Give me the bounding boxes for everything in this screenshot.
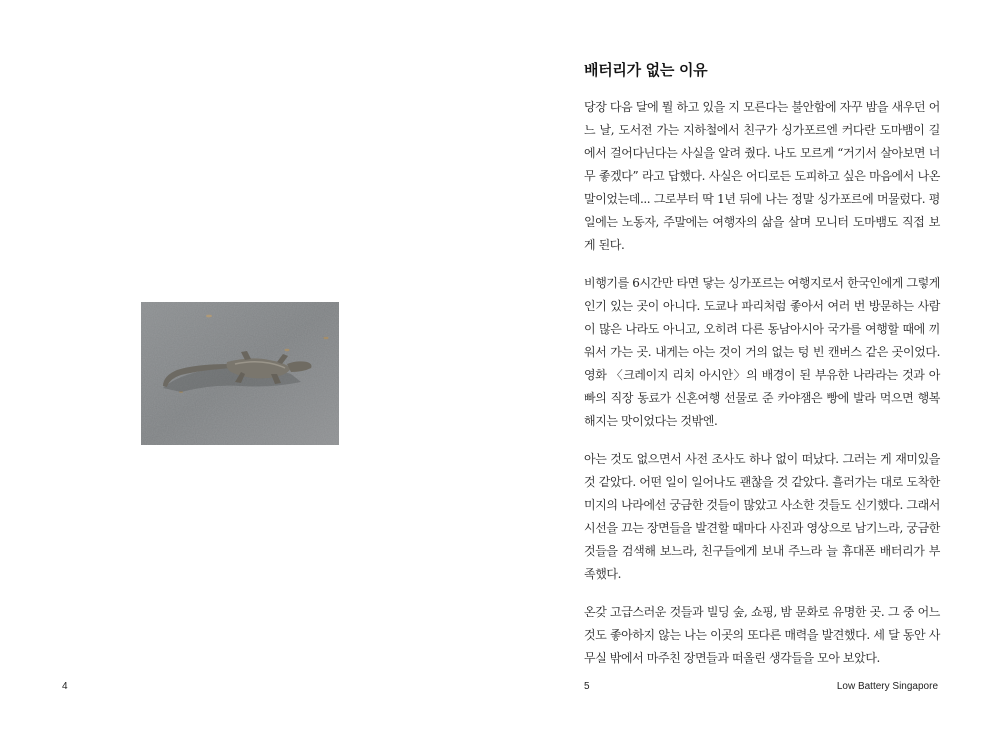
- running-title: Low Battery Singapore: [836, 681, 938, 692]
- page-number-left: 4: [62, 681, 68, 692]
- monitor-lizard-photo: [141, 302, 339, 445]
- paragraph: 비행기를 6시간만 타면 닿는 싱가포르는 여행지로서 한국인에게 그렇게 인기 있는 곳이 아니다. 도쿄나 파리처럼 좋아서 여러 번 방문하는 사람이 많은 나라도 아니고, 오히려 다른 동남아시아 국가를 여행할 때에 끼워서 가는 곳. 내게는 아는 것이 거의 없는 텅 빈 캔버스 같은 곳이었다. 영화 〈크레이지 리치 아시안〉의 배경이 된 부유한 나라라는 것과 아빠의 직장 동료가 신혼여행 선물로 준 카야잼은 빵에 발라 먹으면 행복해지는 맛이었다는 것밖엔.: [584, 276, 940, 428]
- paragraph: 당장 다음 달에 뭘 하고 있을 지 모른다는 불안함에 자꾸 밤을 새우던 어느 날, 도서전 가는 지하철에서 친구가 싱가포르엔 커다란 도마뱀이 길에서 걸어다닌다는 사실을 알려 줬다. 나도 모르게 “거기서 살아보면 너무 좋겠다” 라고 답했다. 사실은 어디로든 도피하고 싶은 마음에서 나온 말이었는데... 그로부터 딱 1년 뒤에 나는 정말 싱가포르에 머물렀다. 평일에는 노동자, 주말에는 여행자의 삶을 살며 모니터 도마뱀도 직접 보게 된다.: [584, 100, 940, 252]
- paragraph: 아는 것도 없으면서 사전 조사도 하나 없이 떠났다. 그러는 게 재미있을 것 같았다. 어떤 일이 일어나도 괜찮을 것 같았다. 흘러가는 대로 도착한 미지의 나라에선 궁금한 것들이 많았고 사소한 것들도 신기했다. 그래서 시선을 끄는 장면들을 발견할 때마다 사진과 영상으로 남기느라, 궁금한 것들을 검색해 보느라, 친구들에게 보내 주느라 늘 휴대폰 배터리가 부족했다.: [584, 452, 940, 581]
- page-number-right: 5: [584, 681, 590, 692]
- paragraph: 온갖 고급스러운 것들과 빌딩 숲, 쇼핑, 밤 문화로 유명한 곳. 그 중 어느 것도 좋아하지 않는 나는 이곳의 또다른 매력을 발견했다. 세 달 동안 사무실 밖에서 마주친 장면들과 떠올린 생각들을 모아 보았다.: [584, 605, 940, 665]
- body-text: [584, 96, 940, 685]
- chapter-heading: 배터리가 없는 이유: [584, 61, 708, 79]
